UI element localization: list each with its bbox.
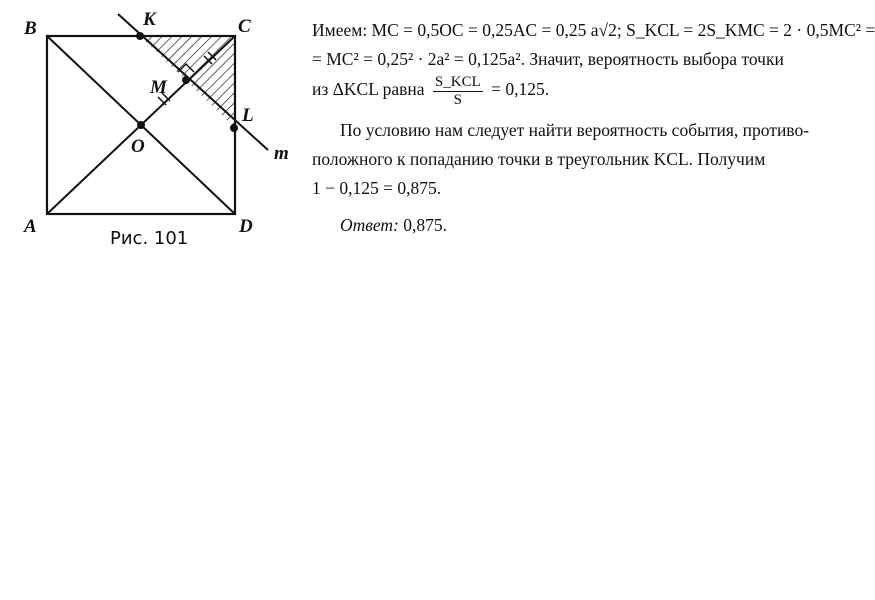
label-o: O	[131, 136, 145, 157]
label-b: B	[24, 18, 37, 39]
solution-line-1: Имеем: MC = 0,5OC = 0,25AC = 0,25 a√2; S_KCL = 2S_KMC = 2 · 0,5MC² =	[312, 20, 875, 40]
point-k	[136, 32, 144, 40]
figure-rис-101	[0, 0, 310, 252]
point-o	[137, 121, 145, 129]
label-d: D	[239, 216, 253, 237]
para2-line-1: По условию нам следует найти вероятность события, противо-	[340, 120, 810, 140]
line3-suffix: = 0,125.	[491, 79, 550, 100]
answer-line	[312, 211, 794, 240]
label-l: L	[242, 105, 254, 126]
label-a: A	[24, 216, 37, 237]
label-m-point: M	[150, 77, 167, 98]
line3-prefix: из ΔKCL равна	[312, 79, 425, 100]
solution-text	[312, 16, 875, 240]
label-c: C	[238, 16, 251, 37]
answer-value: 0,875.	[403, 215, 447, 235]
para2-line-3: 1 − 0,125 = 0,875.	[312, 178, 442, 198]
answer-label: Ответ:	[340, 215, 399, 235]
solution-line-2: = MC² = 0,25² · 2a² = 0,125a². Значит, вероятность выбора точки	[312, 49, 784, 69]
point-m	[182, 76, 190, 84]
point-l	[230, 124, 238, 132]
label-k: K	[143, 9, 156, 30]
para2-line-2: положного к попаданию точки в треугольник KCL. Получим	[312, 149, 766, 169]
probability-fraction	[433, 74, 483, 108]
solution-line-3	[312, 74, 794, 108]
figure-caption: Рис. 101	[110, 228, 189, 249]
label-line-m: m	[274, 143, 289, 164]
paragraph-2	[312, 116, 810, 203]
fraction-denominator: S	[453, 91, 463, 108]
fraction-numerator: S_KCL	[434, 74, 481, 90]
